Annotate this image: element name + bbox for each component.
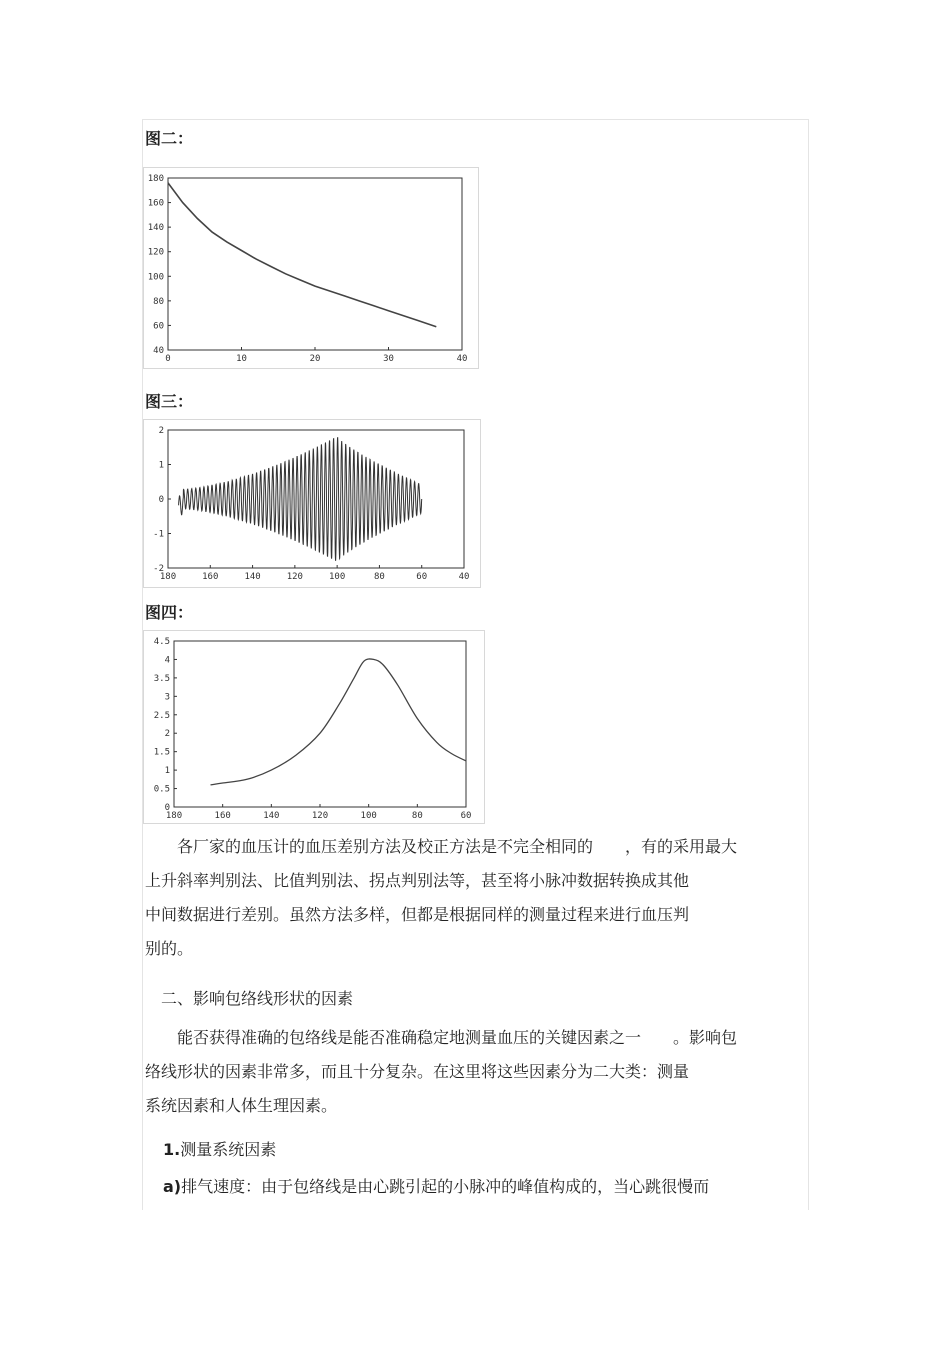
oscillation-waveform-line bbox=[179, 437, 422, 561]
x-tick-label: 10 bbox=[236, 354, 247, 364]
y-tick-label: 100 bbox=[147, 272, 164, 283]
figure-2-chart bbox=[143, 167, 479, 369]
paragraph-2-line: 络线形状的因素非常多，而且十分复杂。在这里将这些因素分为二大类：测量 bbox=[145, 1062, 690, 1081]
x-tick-label: 80 bbox=[411, 811, 423, 821]
x-tick-label: 60 bbox=[416, 572, 428, 582]
y-tick-label: 0.5 bbox=[153, 784, 170, 795]
y-tick-label: 4 bbox=[164, 655, 170, 666]
y-tick-label: 1 bbox=[158, 460, 164, 471]
x-tick-label: 60 bbox=[460, 811, 472, 821]
x-tick-label: 30 bbox=[383, 354, 394, 364]
figure-4-chart bbox=[143, 630, 485, 824]
y-tick-label: 2.5 bbox=[153, 710, 170, 721]
x-tick-label: 40 bbox=[458, 572, 470, 582]
y-tick-label: 3.5 bbox=[153, 673, 170, 684]
x-tick-label: 180 bbox=[159, 572, 177, 582]
y-tick-label: -1 bbox=[153, 529, 164, 540]
y-tick-label: 180 bbox=[147, 174, 164, 184]
y-tick-label: 4.5 bbox=[153, 637, 170, 647]
x-tick-label: 80 bbox=[374, 572, 385, 582]
item-a-line bbox=[163, 1170, 709, 1204]
item-a-text: 排气速度：由于包络线是由心跳引起的小脉冲的峰值构成的，当心跳很慢而 bbox=[181, 1177, 710, 1196]
paragraph-1-line: 各厂家的血压计的血压差别方法及校正方法是不完全相同的 ，有的采用最大 bbox=[145, 837, 738, 856]
x-tick-label: 20 bbox=[309, 354, 321, 364]
pressure-decay-line bbox=[168, 183, 436, 327]
y-tick-label: 0 bbox=[158, 495, 164, 505]
paragraph-2 bbox=[145, 1021, 737, 1123]
y-tick-label: 0 bbox=[164, 803, 170, 813]
y-tick-label: 160 bbox=[147, 198, 164, 209]
x-tick-label: 40 bbox=[456, 354, 468, 364]
y-tick-label: 3 bbox=[164, 692, 170, 703]
section-heading bbox=[145, 982, 353, 1016]
x-tick-label: 0 bbox=[165, 354, 171, 364]
subsection-heading bbox=[163, 1133, 276, 1167]
paragraph-1-line: 别的。 bbox=[145, 939, 194, 958]
x-tick-label: 100 bbox=[360, 811, 377, 821]
figure-3-label: 图三： bbox=[145, 392, 194, 411]
item-a bbox=[163, 1170, 709, 1204]
item-a-number: a) bbox=[163, 1177, 182, 1196]
plot-frame bbox=[174, 641, 466, 807]
figure-3-chart bbox=[143, 419, 481, 588]
y-tick-label: 80 bbox=[153, 296, 164, 307]
envelope-curve-line bbox=[211, 659, 467, 785]
x-tick-label: 180 bbox=[165, 811, 183, 821]
subsection-number: 1. bbox=[163, 1140, 181, 1159]
figure-2-label: 图二： bbox=[145, 129, 194, 148]
y-tick-label: 1 bbox=[164, 766, 170, 777]
figure-3-svg bbox=[144, 420, 480, 587]
y-tick-label: 60 bbox=[153, 321, 164, 332]
subsection-text: 测量系统因素 bbox=[180, 1140, 277, 1159]
figure-4-label: 图四： bbox=[145, 603, 194, 622]
y-tick-label: 2 bbox=[164, 729, 170, 740]
y-tick-label: 1.5 bbox=[153, 747, 170, 758]
paragraph-1-line: 上升斜率判别法、比值判别法、拐点判别法等，甚至将小脉冲数据转换成其他 bbox=[145, 871, 690, 890]
paragraph-2-line: 系统因素和人体生理因素。 bbox=[145, 1096, 338, 1115]
x-tick-label: 160 bbox=[214, 811, 231, 821]
figure-2-svg bbox=[144, 168, 478, 368]
x-tick-label: 160 bbox=[202, 572, 219, 582]
x-tick-label: 100 bbox=[329, 572, 346, 582]
y-tick-label: 140 bbox=[147, 223, 164, 234]
y-tick-label: 2 bbox=[158, 426, 164, 436]
y-tick-label: 40 bbox=[153, 346, 164, 356]
x-tick-label: 140 bbox=[263, 811, 280, 821]
figure-4-svg bbox=[144, 631, 484, 823]
section-heading-text: 二、影响包络线形状的因素 bbox=[145, 989, 354, 1008]
x-tick-label: 140 bbox=[244, 572, 261, 582]
y-tick-label: 120 bbox=[147, 247, 164, 258]
y-tick-label: -2 bbox=[153, 564, 164, 574]
subsection-line bbox=[163, 1133, 276, 1167]
plot-frame bbox=[168, 178, 462, 350]
paragraph-1-line: 中间数据进行差别。虽然方法多样，但都是根据同样的测量过程来进行血压判 bbox=[145, 905, 690, 924]
paragraph-1 bbox=[145, 830, 737, 966]
x-tick-label: 120 bbox=[311, 811, 329, 821]
x-tick-label: 120 bbox=[286, 572, 303, 582]
paragraph-2-line: 能否获得准确的包络线是能否准确稳定地测量血压的关键因素之一 。影响包 bbox=[145, 1028, 738, 1047]
